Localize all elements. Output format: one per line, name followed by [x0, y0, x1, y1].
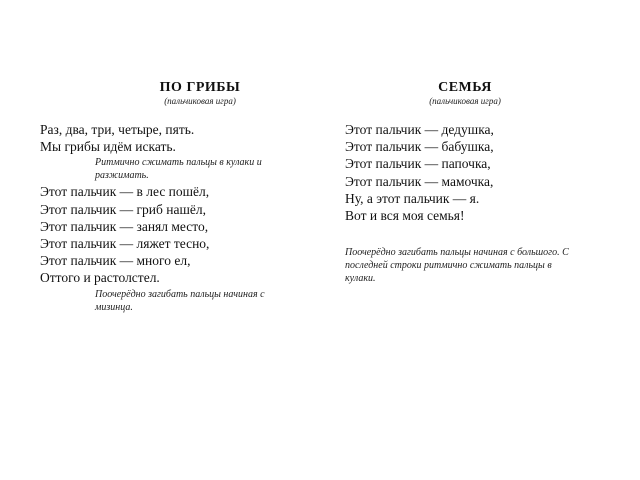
verse-line: Этот пальчик — в лес пошёл, — [40, 184, 210, 200]
verse-line: Этот пальчик — много ел, — [40, 253, 191, 269]
poem-subtitle: (пальчиковая игра) — [429, 96, 501, 106]
verse-line: Этот пальчик — мамочка, — [345, 173, 494, 189]
verse-line: Оттого и растолстел. — [40, 270, 160, 286]
poem-po-griby — [40, 80, 300, 315]
instruction-note: Поочерёдно загибать пальцы начиная с мизинца. — [95, 288, 265, 313]
poem-semya — [345, 80, 605, 286]
verse-line: Вот и вся моя семья! — [345, 208, 465, 224]
verse-line: Этот пальчик — бабушка, — [345, 139, 494, 155]
verse-line: Этот пальчик — папочка, — [345, 156, 491, 172]
verse-line: Этот пальчик — дедушка, — [345, 122, 494, 137]
poem-title: СЕМЬЯ — [438, 80, 492, 95]
verse-line: Ну, а этот пальчик — я. — [345, 190, 480, 206]
verse-line: Раз, два, три, четыре, пять. — [40, 122, 195, 137]
verse-line: Мы грибы идём искать. — [40, 139, 176, 155]
poem-subtitle: (пальчиковая игра) — [164, 96, 236, 106]
instruction-note: Поочерёдно загибать пальцы начиная с большого. С последней строки ритмично сжимать пальцы в кулаки. — [345, 247, 569, 285]
poem-title: ПО ГРИБЫ — [159, 80, 241, 95]
verse-line: Этот пальчик — ляжет тесно, — [40, 236, 210, 252]
verse-line: Этот пальчик — гриб нашёл, — [40, 201, 206, 217]
verse-line: Этот пальчик — занял место, — [40, 218, 209, 234]
instruction-note: Ритмично сжимать пальцы в кулаки и разжимать. — [95, 157, 262, 182]
